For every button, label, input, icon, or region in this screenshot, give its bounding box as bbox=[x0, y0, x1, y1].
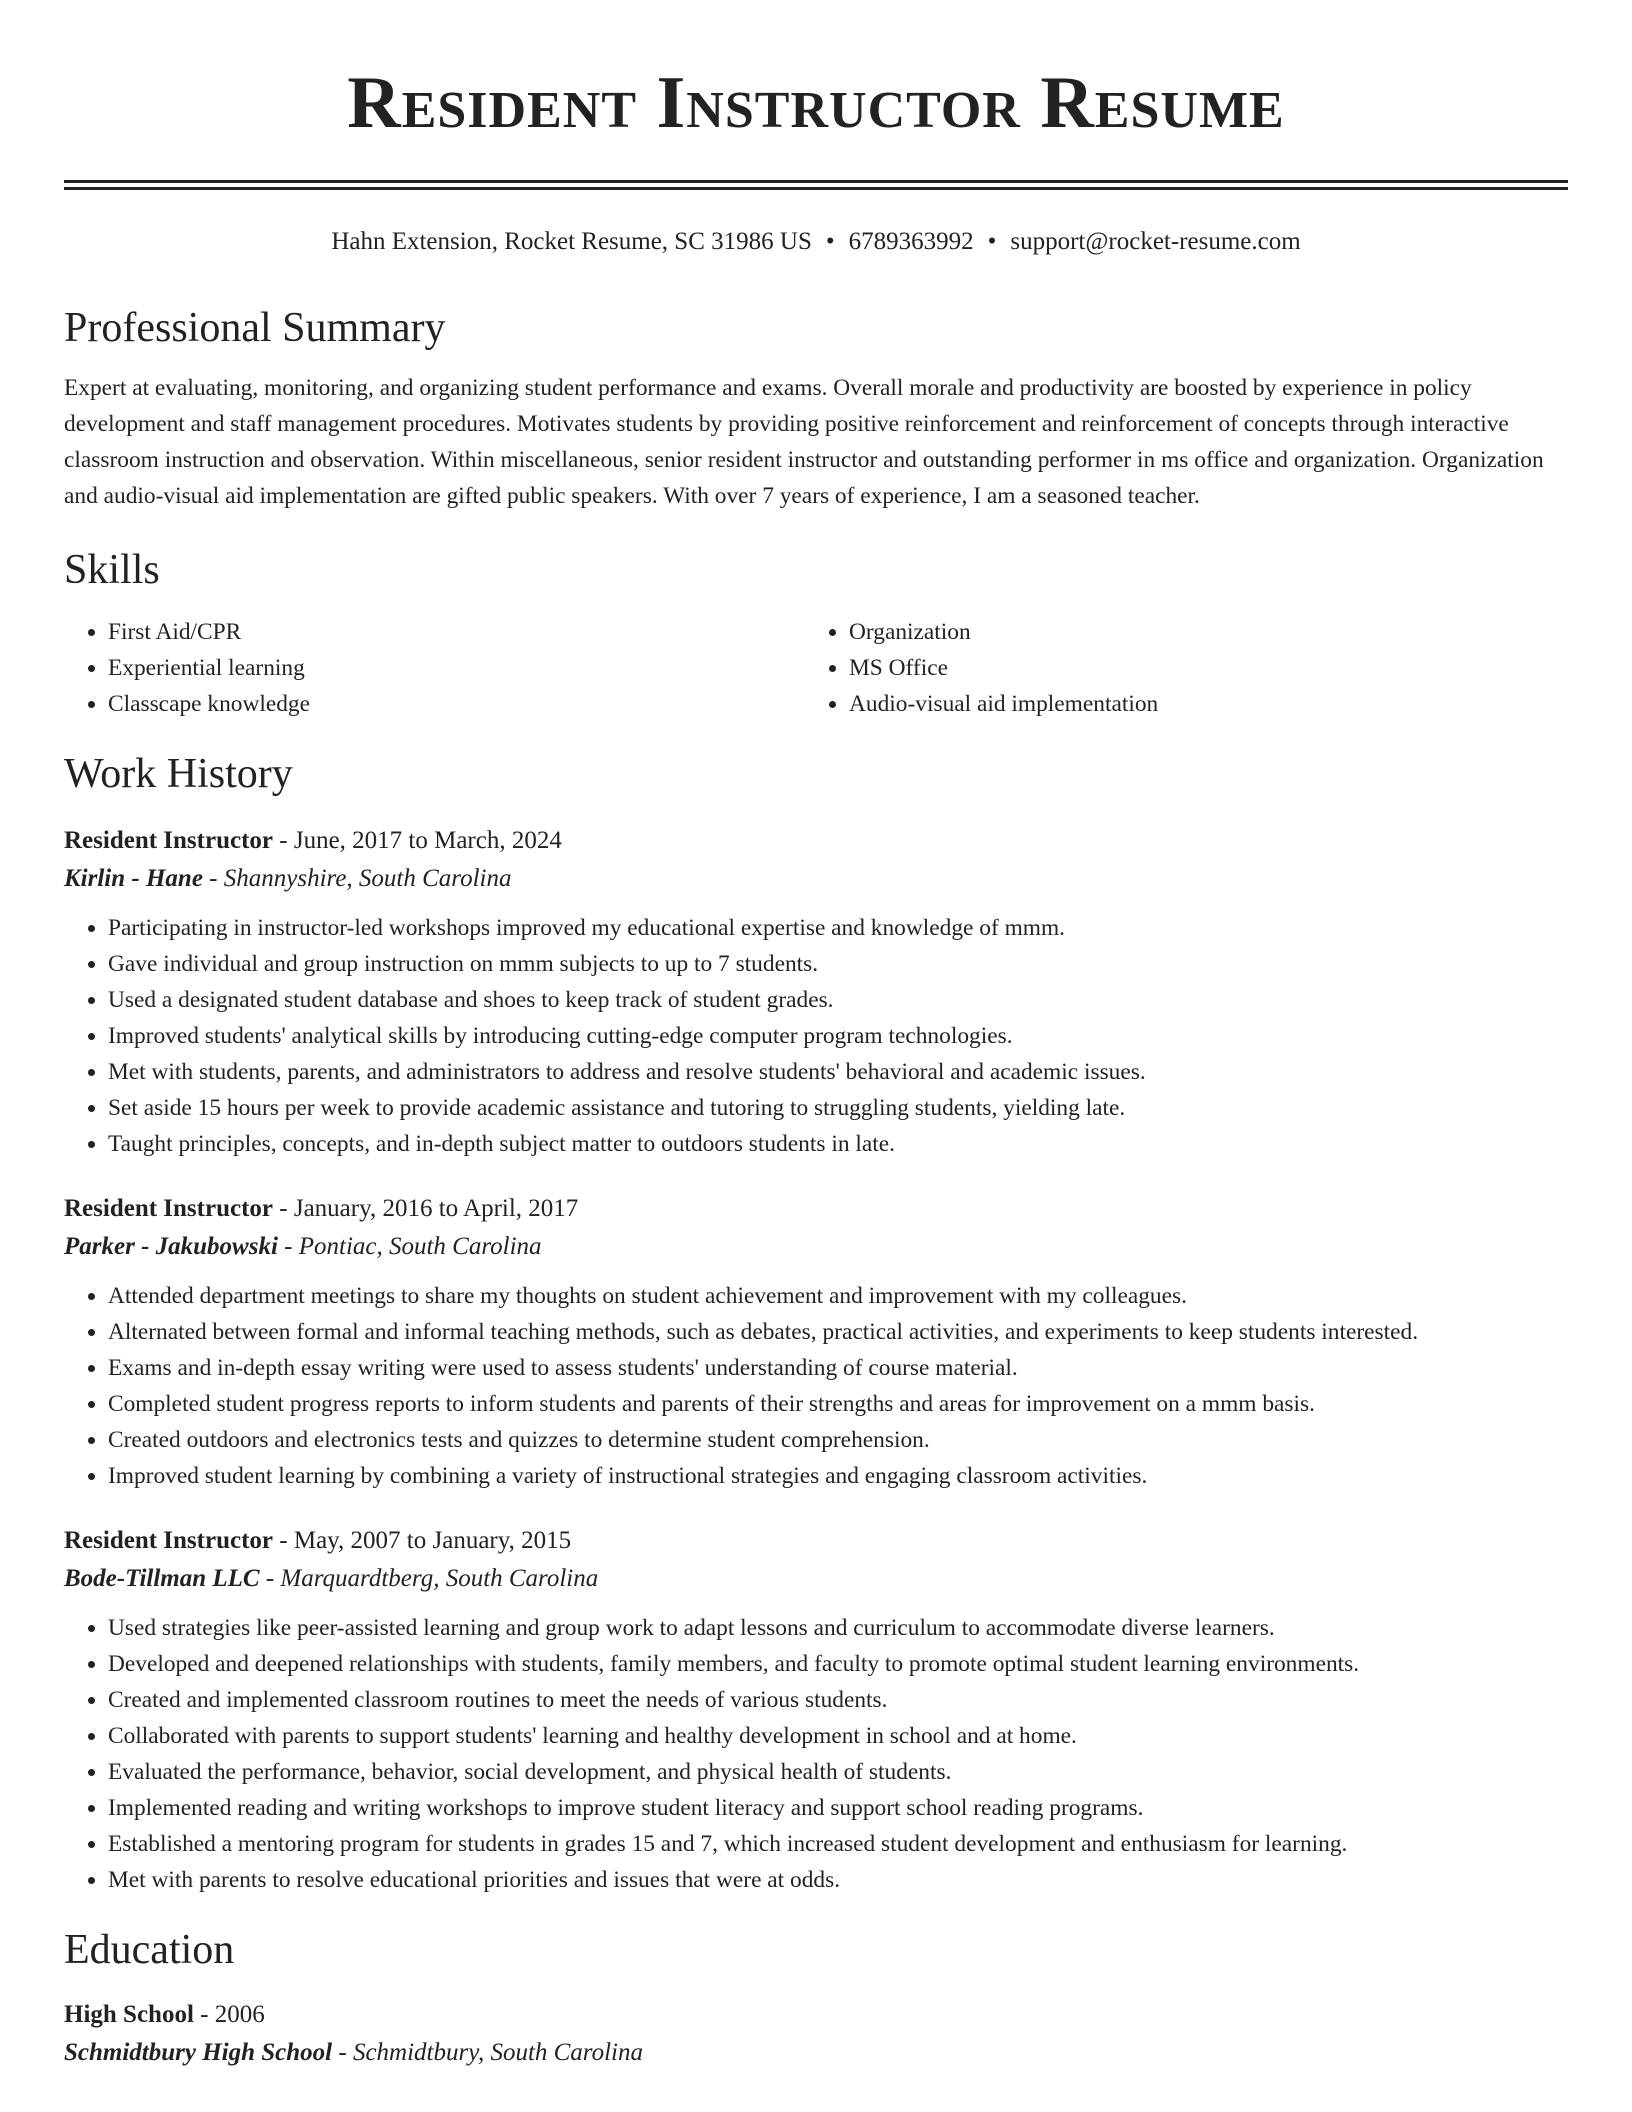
job-bullet: • Improved students' analytical skills by introducing cutting-edge computer program technologies. bbox=[108, 1018, 1568, 1054]
contact-phone: 6789363992 bbox=[848, 228, 974, 255]
job-title-line bbox=[64, 1190, 1568, 1228]
contact-email[interactable]: support@rocket-resume.com bbox=[1010, 228, 1301, 255]
school-location: - Schmidtbury, South Carolina bbox=[338, 2039, 644, 2066]
company-name: Bode-Tillman LLC bbox=[64, 1565, 260, 1592]
graduation-year: - 2006 bbox=[200, 2001, 265, 2028]
job-entry bbox=[64, 822, 1568, 1162]
job-title: Resident Instructor bbox=[64, 827, 274, 854]
skill-item: • Classcape knowledge bbox=[108, 686, 805, 722]
job-bullet: • Created outdoors and electronics tests and quizzes to determine student comprehension. bbox=[108, 1422, 1568, 1458]
job-dates: - May, 2007 to January, 2015 bbox=[279, 1527, 572, 1554]
job-bullet: • Met with students, parents, and administrators to address and resolve students' behavioral and academic issues. bbox=[108, 1054, 1568, 1090]
contact-line bbox=[64, 226, 1568, 258]
degree: High School bbox=[64, 2001, 194, 2028]
skill-item: • Experiential learning bbox=[108, 650, 805, 686]
job-bullets bbox=[64, 1610, 1568, 1898]
contact-separator: • bbox=[987, 228, 997, 255]
school-name: Schmidtbury High School bbox=[64, 2039, 333, 2066]
summary-heading: Professional Summary bbox=[64, 305, 446, 351]
job-title: Resident Instructor bbox=[64, 1527, 274, 1554]
job-entry bbox=[64, 1522, 1568, 1898]
degree-line bbox=[64, 1996, 1568, 2034]
job-entry bbox=[64, 1190, 1568, 1494]
company-location: - Shannyshire, South Carolina bbox=[209, 865, 512, 892]
education-entry bbox=[64, 1996, 1568, 2072]
job-bullet: • Developed and deepened relationships with students, family members, and faculty to promote optimal student learning environments. bbox=[108, 1646, 1568, 1682]
work-history-heading: Work History bbox=[64, 751, 293, 797]
job-dates: - June, 2017 to March, 2024 bbox=[279, 827, 562, 854]
company-line bbox=[64, 1560, 1568, 1598]
job-bullet: • Exams and in-depth essay writing were used to assess students' understanding of course material. bbox=[108, 1350, 1568, 1386]
contact-address: Hahn Extension, Rocket Resume, SC 31986 US bbox=[331, 228, 812, 255]
company-line bbox=[64, 860, 1568, 898]
school-line bbox=[64, 2034, 1568, 2072]
job-title-line bbox=[64, 1522, 1568, 1560]
company-name: Parker - Jakubowski bbox=[64, 1233, 278, 1260]
skills-heading: Skills bbox=[64, 547, 160, 593]
job-bullet: • Established a mentoring program for students in grades 15 and 7, which increased student development and enthusiasm for learning. bbox=[108, 1826, 1568, 1862]
job-bullet: • Evaluated the performance, behavior, social development, and physical health of students. bbox=[108, 1754, 1568, 1790]
work-history-list bbox=[64, 822, 1568, 1898]
job-bullet: • Alternated between formal and informal teaching methods, such as debates, practical activities, and experiments to keep students interested. bbox=[108, 1314, 1568, 1350]
education-heading: Education bbox=[64, 1927, 235, 1973]
skill-item: • MS Office bbox=[849, 650, 1546, 686]
job-title: Resident Instructor bbox=[64, 1195, 274, 1222]
title-divider bbox=[64, 180, 1568, 190]
skills-column-left bbox=[64, 614, 805, 722]
job-bullet: • Collaborated with parents to support students' learning and healthy development in school and at home. bbox=[108, 1718, 1568, 1754]
skill-item: • Audio-visual aid implementation bbox=[849, 686, 1546, 722]
job-bullets bbox=[64, 910, 1568, 1162]
job-bullet: • Implemented reading and writing workshops to improve student literacy and support school reading programs. bbox=[108, 1790, 1568, 1826]
job-bullet: • Created and implemented classroom routines to meet the needs of various students. bbox=[108, 1682, 1568, 1718]
job-bullet: • Participating in instructor-led workshops improved my educational expertise and knowledge of mmm. bbox=[108, 910, 1568, 946]
job-dates: - January, 2016 to April, 2017 bbox=[279, 1195, 579, 1222]
job-bullet: • Gave individual and group instruction on mmm subjects to up to 7 students. bbox=[108, 946, 1568, 982]
resume-title: Resident Instructor Resume bbox=[347, 62, 1285, 144]
job-bullet: • Used a designated student database and shoes to keep track of student grades. bbox=[108, 982, 1568, 1018]
company-line bbox=[64, 1228, 1568, 1266]
company-name: Kirlin - Hane bbox=[64, 865, 203, 892]
company-location: - Marquardtberg, South Carolina bbox=[265, 1565, 599, 1592]
job-bullet: • Used strategies like peer-assisted learning and group work to adapt lessons and curriculum to accommodate diverse learners. bbox=[108, 1610, 1568, 1646]
company-location: - Pontiac, South Carolina bbox=[284, 1233, 542, 1260]
skill-item: • First Aid/CPR bbox=[108, 614, 805, 650]
contact-separator: • bbox=[825, 228, 835, 255]
summary-text: Expert at evaluating, monitoring, and organizing student performance and exams. Overall morale and productivity are boosted by experience in policy development and staff management procedures. Motivates students by providing positive reinforcement and reinforcement of concepts through interactive classroom instruction and observation. Within miscellaneous, senior resident instructor and outstanding performer in ms office and organization. Organization and audio-visual aid implementation are gifted public speakers. With over 7 years of experience, I am a seasoned teacher. bbox=[64, 375, 1544, 509]
job-bullet: • Met with parents to resolve educational priorities and issues that were at odds. bbox=[108, 1862, 1568, 1898]
job-bullet: • Attended department meetings to share my thoughts on student achievement and improvement with my colleagues. bbox=[108, 1278, 1568, 1314]
job-bullet: • Improved student learning by combining a variety of instructional strategies and engaging classroom activities. bbox=[108, 1458, 1568, 1494]
skills-list bbox=[64, 614, 1568, 722]
job-title-line bbox=[64, 822, 1568, 860]
job-bullet: • Taught principles, concepts, and in-depth subject matter to outdoors students in late. bbox=[108, 1126, 1568, 1162]
job-bullet: • Completed student progress reports to inform students and parents of their strengths and areas for improvement on a mmm basis. bbox=[108, 1386, 1568, 1422]
job-bullet: • Set aside 15 hours per week to provide academic assistance and tutoring to struggling students, yielding late. bbox=[108, 1090, 1568, 1126]
job-bullets bbox=[64, 1278, 1568, 1494]
skill-item: • Organization bbox=[849, 614, 1546, 650]
skills-column-right bbox=[805, 614, 1546, 722]
